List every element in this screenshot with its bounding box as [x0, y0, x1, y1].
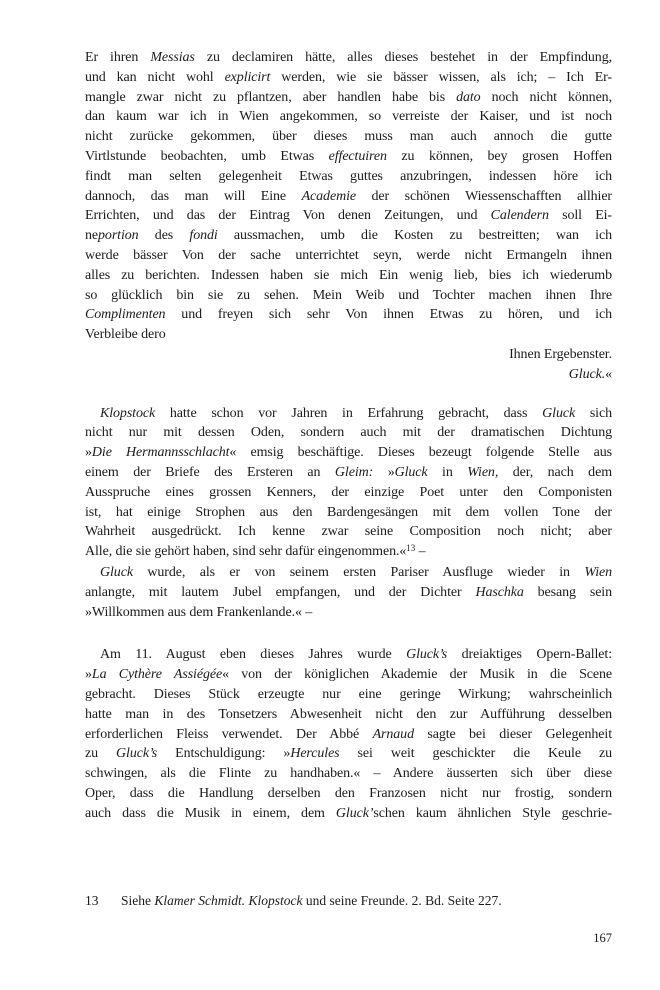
text-segment: portion	[98, 228, 139, 244]
text-segment: « von der königlichen Akademie der Musik in die Scene	[222, 667, 612, 683]
text-segment: Gluck	[542, 405, 576, 421]
text-segment: « emsig beschäftige. Dieses bezeugt folgende Stelle aus	[229, 445, 612, 461]
text-segment: auch dass die Musik in einem, dem	[85, 805, 336, 821]
text-segment: Ausspruche eines grossen Kenners, der einzige Poet unter den Componisten	[85, 484, 612, 500]
text-line	[85, 206, 612, 226]
footnote-number: 13	[85, 893, 99, 908]
text-segment: Gluck.	[568, 366, 606, 382]
text-segment: soll Ei-	[548, 208, 612, 224]
text-segment: mangle zwar nicht zu pflantzen, aber handlen habe bis	[85, 89, 457, 105]
text-line	[85, 404, 612, 424]
text-segment: zu declamiren hätte, alles dieses bestehet in der Empfindung,	[194, 50, 612, 65]
text-line	[85, 187, 612, 207]
text-segment: Siehe	[121, 893, 155, 908]
text-segment: Klopstock	[100, 405, 156, 421]
text-segment: dannoch, das man will Eine	[85, 188, 302, 204]
text-segment: anlangte, mit lautem Jubel empfangen, und der Dichter	[85, 584, 476, 600]
text-line	[85, 522, 612, 542]
text-line	[85, 542, 612, 563]
text-line	[85, 423, 612, 443]
text-segment: besang sein	[523, 584, 612, 600]
text-line	[85, 503, 612, 523]
text-line	[85, 107, 612, 127]
text-segment: ne	[85, 228, 99, 244]
text-line	[85, 583, 612, 603]
text-line	[85, 443, 612, 463]
text-line	[85, 68, 612, 88]
text-segment: Verbleibe dero	[85, 327, 166, 343]
text-segment: noch nicht können,	[480, 89, 612, 105]
text-segment: werde bässer Von der sache unterrichtet seyn, werde nicht Ermangeln ihnen	[85, 247, 612, 263]
text-segment: Gleim:	[334, 464, 374, 480]
text-line	[85, 226, 612, 246]
text-segment: –	[415, 544, 426, 560]
text-segment: Ihnen Ergebenster.	[509, 346, 612, 362]
text-segment: Wien,	[467, 464, 499, 480]
text-segment: Academie	[301, 188, 356, 204]
text-line	[85, 286, 612, 306]
text-segment: gebracht. Dieses Stück erzeugte nur eine geringe Wirkung; wahrscheinlich	[85, 686, 612, 702]
text-segment: »Willkommen aus dem Frankenlande.« –	[85, 604, 313, 620]
text-line	[85, 246, 612, 266]
text-line	[85, 563, 612, 583]
text-segment: Oper, dass die Handlung derselben den Franzosen nicht nur frostig, sondern	[85, 785, 612, 801]
text-segment: Complimenten	[85, 307, 166, 323]
text-segment: dan kaum war ich in Wien angekommen, so verreiste der Kaiser, und ist noch	[85, 109, 612, 125]
text-segment: Gluck	[100, 564, 133, 580]
page-number: 167	[593, 931, 612, 945]
text-segment: in	[427, 464, 468, 480]
text-segment: findt man selten gelegenheit Etwas guttes anzubringen, indessen höre ich	[85, 168, 612, 184]
footnote-marker: 13	[406, 542, 416, 553]
text-segment: dato	[456, 89, 481, 105]
text-line	[85, 147, 612, 167]
text-line	[85, 167, 612, 187]
text-line	[85, 88, 612, 108]
text-segment: Gluck’s	[406, 647, 448, 663]
text-segment: Hercules	[290, 746, 340, 762]
text-segment: ist, hat einige Strophen aus den Bardengesängen mit dem vollen Tone der	[85, 504, 612, 520]
text-segment: »	[85, 445, 92, 461]
text-line	[85, 127, 612, 147]
footnote	[85, 892, 612, 910]
text-segment: »	[373, 464, 395, 480]
text-line	[85, 463, 612, 483]
letter-closing-line	[85, 345, 612, 365]
text-segment: alles zu berichten. Indessen haben sie mich Ein wenig lieb, bies ich wiederumb	[85, 267, 612, 283]
text-segment: explicirt	[224, 69, 271, 85]
klopstock-paragraph	[85, 404, 612, 563]
text-segment: Gluck	[394, 464, 428, 480]
text-segment: zu können, bey grosen Hoffen	[386, 148, 612, 164]
text-segment: schen kaum ähnlichen Style geschrie-	[373, 805, 612, 821]
text-line	[85, 725, 612, 745]
text-segment: nicht zurücke gekommen, über dieses muss man auch annoch die gutte	[85, 129, 612, 145]
text-segment: und seine Freunde. 2. Bd. Seite 227.	[302, 893, 502, 908]
text-segment: Errichten, und das der Eintrag Von denen Zeitungen, und	[85, 208, 491, 224]
text-segment: Klamer Schmidt. Klopstock	[154, 893, 303, 908]
text-line	[85, 325, 612, 345]
text-line	[85, 365, 612, 385]
text-segment: hatte man in des Tonsetzers Abwesenheit nicht den zur Aufführung desselben	[85, 706, 612, 722]
text-segment: einem der Briefe des Ersteren an	[85, 464, 335, 480]
text-segment: effectuiren	[328, 148, 387, 164]
text-segment: aussmachen, umb die Kosten zu bestreitten; wan ich	[217, 228, 612, 244]
text-line	[85, 305, 612, 325]
text-line	[85, 705, 612, 725]
text-line	[85, 645, 612, 665]
text-segment: «	[605, 366, 612, 382]
text-segment: Entschuldigung: »	[157, 746, 291, 762]
text-segment: fondi	[189, 228, 218, 244]
text-segment: Die Hermannsschlacht	[91, 445, 230, 461]
text-line	[85, 744, 612, 764]
text-line	[85, 483, 612, 503]
text-segment: Am 11. August eben dieses Jahres wurde	[100, 647, 407, 663]
text-line	[85, 345, 612, 365]
footnote-text	[121, 893, 502, 908]
text-segment: Gluck’s	[116, 746, 158, 762]
text-segment: Gluck’	[335, 805, 374, 821]
letter-signature-line	[85, 365, 612, 385]
text-line	[85, 48, 612, 68]
text-segment: dreiaktiges Opern-Ballet:	[447, 647, 612, 663]
text-segment: »	[85, 667, 92, 683]
text-segment: sei weit geschickter die Keule zu	[339, 746, 612, 762]
text-segment: Virtlstunde beobachten, umb Etwas	[85, 148, 329, 164]
text-line	[85, 685, 612, 705]
text-segment: der schönen Wiessenschafften allhier	[356, 188, 612, 204]
text-segment: Wahrheit ausgedrückt. Ich kenne zwar seine Composition noch nicht; aber	[85, 524, 612, 540]
letter-body-paragraph	[85, 48, 612, 345]
text-segment: Calendern	[490, 208, 549, 224]
text-segment: La Cythère Assiégée	[91, 667, 223, 683]
text-line	[85, 266, 612, 286]
text-segment: und freyen sich sehr Von ihnen Etwas zu hören, und ich	[165, 307, 612, 323]
text-segment: sich	[575, 405, 612, 421]
text-segment: zu	[85, 746, 117, 762]
text-segment: so glücklich bin sie zu sehen. Mein Weib und Tochter machen ihnen Ihre	[85, 287, 612, 303]
text-segment: des	[138, 228, 190, 244]
text-line	[85, 764, 612, 784]
text-segment: Wien	[584, 564, 612, 580]
text-segment: werden, wie sie bässer wissen, als ich; – Ich Er-	[270, 69, 612, 85]
text-segment: Er ihren	[85, 50, 151, 65]
text-line	[85, 603, 612, 623]
text-segment: wurde, als er von seinem ersten Pariser Ausfluge wieder in	[132, 564, 585, 580]
text-segment: nicht nur mit dessen Oden, sondern auch mit der dramatischen Dichtung	[85, 425, 612, 441]
text-segment: sagte bei dieser Gelegenheit	[413, 726, 612, 742]
text-segment: Haschka	[475, 584, 524, 600]
text-block	[85, 48, 612, 823]
text-segment: der, nach dem	[498, 464, 612, 480]
text-segment: Arnaud	[372, 726, 414, 742]
text-line	[85, 804, 612, 824]
text-segment: Alle, die sie gehört haben, sind sehr dafür eingenommen.«	[85, 544, 407, 560]
opera-paragraph	[85, 645, 612, 823]
text-segment: hatte schon vor Jahren in Erfahrung gebracht, dass	[155, 405, 543, 421]
text-segment: Messias	[150, 50, 195, 65]
text-line	[85, 665, 612, 685]
text-segment: schwingen, als die Flinte zu handhaben.« – Andere äusserten sich über diese	[85, 766, 612, 782]
text-segment: erforderlichen Fleiss verwendet. Der Abbé	[85, 726, 373, 742]
text-segment: und kan nicht wohl	[85, 69, 225, 85]
gluck-return-paragraph	[85, 563, 612, 622]
text-line	[85, 784, 612, 804]
